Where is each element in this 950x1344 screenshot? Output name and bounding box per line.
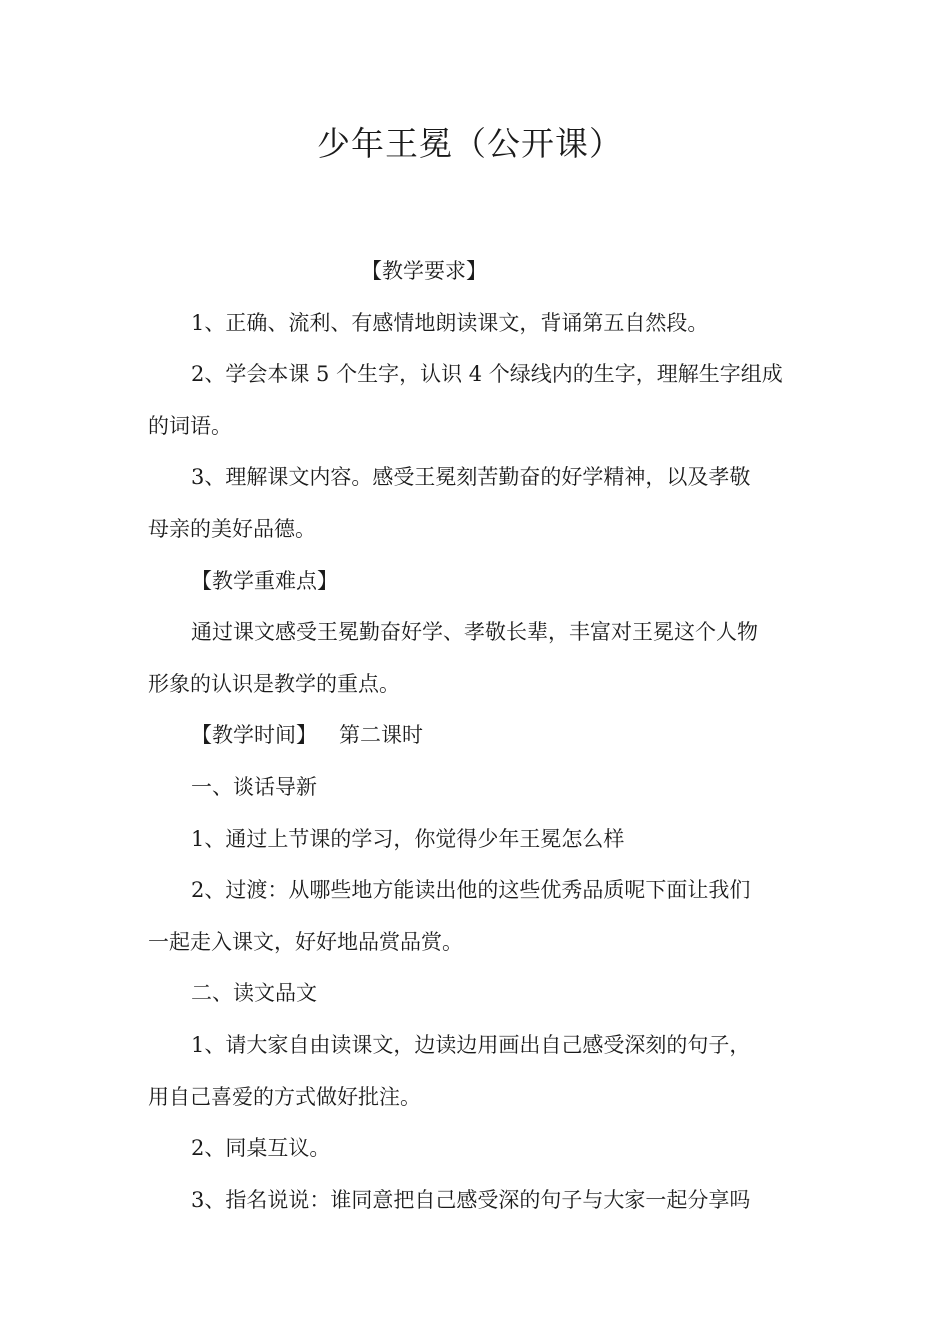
section-2-item-3: 3、指名说说：谁同意把自己感受深的句子与大家一起分享吗 [191, 1187, 751, 1212]
section-2-heading: 二、读文品文 [191, 981, 317, 1006]
requirements-item-2-line-1: 2、学会本课 5 个生字，认识 4 个绿线内的生字，理解生字组成 [191, 362, 783, 387]
key-points-heading: 【教学重难点】 [191, 568, 338, 593]
document-body [148, 246, 813, 1226]
section-1-item-1: 1、通过上节课的学习，你觉得少年王冕怎么样 [191, 826, 625, 851]
requirements-item-3-line-1: 3、理解课文内容。感受王冕刻苦勤奋的好学精神，以及孝敬 [191, 465, 751, 490]
teaching-time [148, 710, 813, 762]
section-1-item-2-line-1: 2、过渡：从哪些地方能读出他的这些优秀品质呢下面让我们 [191, 878, 751, 903]
section-1-item-2-line-2: 一起走入课文，好好地品赏品赏。 [148, 929, 463, 954]
requirements-item-3-line-2: 母亲的美好品德。 [148, 516, 316, 541]
document-title: 少年王冕（公开课） [317, 124, 623, 163]
key-points-line-1: 通过课文感受王冕勤奋好学、孝敬长辈，丰富对王冕这个人物 [191, 620, 758, 645]
teaching-time-heading: 【教学时间】 [191, 723, 317, 748]
section-1-heading: 一、谈话导新 [191, 774, 317, 799]
section-2-item-2: 2、同桌互议。 [191, 1136, 331, 1161]
section-2-item-1-line-2: 用自己喜爱的方式做好批注。 [148, 1084, 421, 1109]
teaching-time-value: 第二课时 [339, 723, 423, 748]
section-2-item-1-line-1: 1、请大家自由读课文，边读边用画出自己感受深刻的句子， [191, 1032, 751, 1057]
requirements-item-1: 1、正确、流利、有感情地朗读课文，背诵第五自然段。 [191, 310, 709, 335]
key-points-line-2: 形象的认识是教学的重点。 [148, 671, 400, 696]
requirements-heading: 【教学要求】 [361, 259, 487, 283]
requirements-item-2-line-2: 的词语。 [148, 413, 232, 438]
